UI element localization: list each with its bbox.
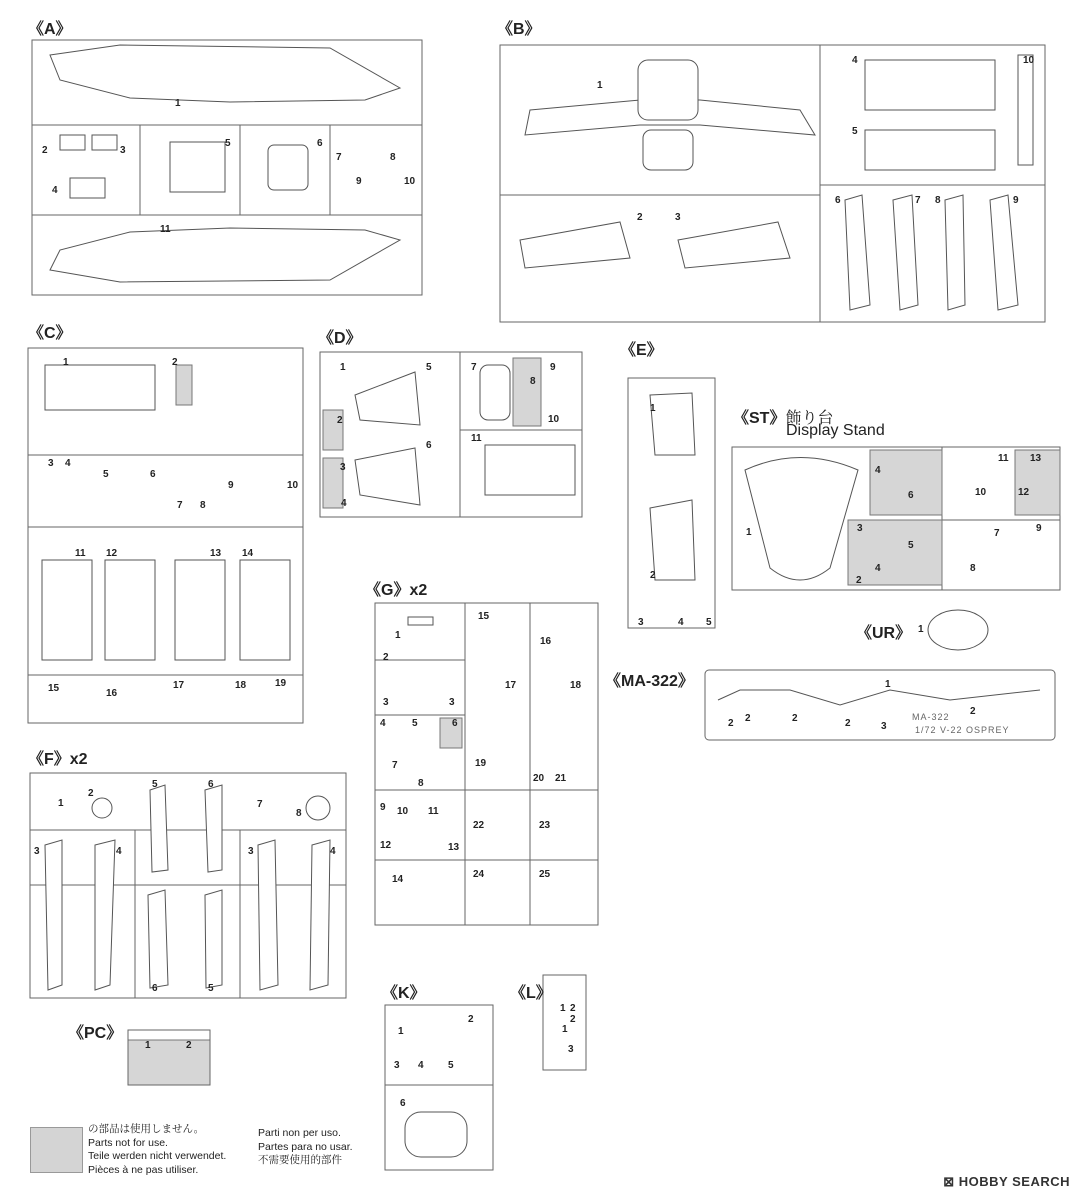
part-number: 17 (505, 680, 517, 691)
part-number: 8 (970, 563, 976, 574)
part-number: 9 (1036, 523, 1042, 534)
part-number: 5 (152, 779, 158, 790)
part-number: 2 (745, 713, 751, 724)
part-number: 7 (994, 528, 1000, 539)
part-number: 4 (875, 465, 881, 476)
part-number: 5 (103, 469, 109, 480)
part-number: 21 (555, 773, 567, 784)
part-number: 14 (242, 548, 254, 559)
part-number: 1 (340, 362, 346, 373)
part-number: 2 (728, 718, 734, 729)
part-number: 3 (638, 617, 644, 628)
part-number: 14 (392, 874, 404, 885)
sprue-pc-frame (128, 1030, 210, 1085)
part-number: 12 (1018, 487, 1030, 498)
part-number: 4 (678, 617, 684, 628)
part-number: 1 (63, 357, 69, 368)
part-number: 10 (287, 480, 299, 491)
part-number: 5 (852, 126, 858, 137)
part-number: 4 (52, 185, 58, 196)
part-number: 3 (120, 145, 126, 156)
part-number: 5 (908, 540, 914, 551)
part-number: 13 (1030, 453, 1042, 464)
part-number: 1 (562, 1024, 568, 1035)
part-number: 1 (560, 1003, 566, 1014)
part-number: 2 (468, 1014, 474, 1025)
part-number: 4 (852, 55, 858, 66)
part-number: 4 (418, 1060, 424, 1071)
part-number: 2 (570, 1014, 576, 1025)
part-number: 6 (908, 490, 914, 501)
part-number: 18 (570, 680, 582, 691)
sprue-pc-label: 《PC》 (68, 1025, 123, 1042)
part-number: 10 (1023, 55, 1035, 66)
legend-line: Pièces à ne pas utiliser. (88, 1163, 199, 1176)
sprue-b-label: 《B》 (497, 21, 541, 38)
part-number: 15 (478, 611, 490, 622)
part-number: 6 (452, 718, 458, 729)
part-number: 6 (150, 469, 156, 480)
part-number: 8 (935, 195, 941, 206)
part-number: 11 (75, 548, 86, 559)
part-number: 4 (380, 718, 386, 729)
part-number: 6 (400, 1098, 406, 1109)
legend-line: の部品は使用しません。 (88, 1123, 205, 1135)
plate-title: 1/72 V-22 OSPREY (915, 725, 1010, 735)
part-number: 16 (540, 636, 552, 647)
sprue-ma322-label: 《MA-322》 (605, 673, 694, 690)
watermark (943, 1174, 1070, 1190)
display-stand-label: Display Stand (786, 422, 885, 439)
part-number: 8 (390, 152, 396, 163)
part-number: 8 (530, 376, 536, 387)
part-number: 6 (835, 195, 841, 206)
part-number: 3 (340, 462, 346, 473)
part-number: 1 (145, 1040, 151, 1051)
sprue-g-frame (375, 603, 598, 925)
sprue-st-frame (732, 447, 1060, 590)
not-for-use-swatch (30, 1127, 83, 1173)
part-number: 12 (380, 840, 392, 851)
part-number: 11 (471, 433, 482, 444)
part-number: 5 (426, 362, 432, 373)
part-number: 2 (570, 1003, 576, 1014)
part-number: 8 (296, 808, 302, 819)
watermark-text: HOBBY SEARCH (958, 1174, 1070, 1189)
sprue-ur-label: 《UR》 (856, 625, 912, 642)
sprue-l-label: 《L》 (510, 985, 552, 1002)
part-number: 7 (915, 195, 921, 206)
part-number: 9 (380, 802, 386, 813)
part-number: 7 (336, 152, 342, 163)
part-number: 2 (650, 570, 656, 581)
part-number: 13 (448, 842, 460, 853)
part-number: 2 (42, 145, 48, 156)
part-number: 1 (650, 403, 656, 414)
part-number: 1 (597, 80, 603, 91)
part-number: 6 (152, 983, 158, 994)
part-number: 2 (845, 718, 851, 729)
sprue-k-label: 《K》 (382, 985, 426, 1002)
part-number: 19 (275, 678, 287, 689)
part-number: 10 (975, 487, 987, 498)
part-number: 8 (418, 778, 424, 789)
part-number: 10 (548, 414, 560, 425)
part-number: 11 (428, 806, 439, 817)
legend-line: Parts not for use. (88, 1136, 168, 1149)
part-number: 5 (448, 1060, 454, 1071)
part-number: 3 (568, 1044, 574, 1055)
part-number: 3 (383, 697, 389, 708)
part-number: 5 (208, 983, 214, 994)
part-number: 7 (177, 500, 183, 511)
part-number: 12 (106, 548, 118, 559)
part-number: 3 (881, 721, 887, 732)
part-number: 7 (471, 362, 477, 373)
part-number: 3 (449, 697, 455, 708)
part-number: 3 (48, 458, 54, 469)
sprue-e-frame (628, 378, 715, 628)
part-number: 6 (426, 440, 432, 451)
sprue-d-frame (320, 352, 582, 517)
part-number: 2 (970, 706, 976, 717)
part-number: 2 (792, 713, 798, 724)
sprue-e-label: 《E》 (620, 342, 663, 359)
part-number: 2 (383, 652, 389, 663)
sprue-f-label: 《F》x2 (28, 751, 88, 768)
part-number: 8 (200, 500, 206, 511)
sprue-g-label: 《G》x2 (365, 582, 428, 599)
part-number: 4 (65, 458, 71, 469)
part-number: 4 (330, 846, 336, 857)
part-number: 9 (1013, 195, 1019, 206)
sprue-d-label: 《D》 (318, 330, 362, 347)
part-number: 2 (637, 212, 643, 223)
part-number: 4 (341, 498, 347, 509)
legend-col-2 (258, 1127, 353, 1168)
part-number: 1 (398, 1026, 404, 1037)
part-number: 6 (317, 138, 323, 149)
legend-col-1 (88, 1123, 226, 1177)
part-number: 5 (706, 617, 712, 628)
legend-line: 不需要使用的部件 (258, 1154, 342, 1166)
part-number: 10 (397, 806, 409, 817)
part-number: 1 (885, 679, 891, 690)
part-number: 2 (337, 415, 343, 426)
sprue-a-label: 《A》 (28, 21, 72, 38)
part-number: 3 (857, 523, 863, 534)
plate-code: MA-322 (912, 712, 950, 722)
part-number: 2 (186, 1040, 192, 1051)
legend-line: Teile werden nicht verwendet. (88, 1150, 227, 1162)
part-number: 17 (173, 680, 185, 691)
sprue-b-frame (500, 45, 1045, 322)
part-number: 1 (175, 98, 181, 109)
part-number: 1 (746, 527, 752, 538)
ur-part (928, 610, 988, 650)
part-number: 20 (533, 773, 545, 784)
sprue-c-frame (28, 348, 303, 723)
legend-line: Parti non per uso. (258, 1127, 341, 1139)
part-number: 2 (172, 357, 178, 368)
part-number: 1 (395, 630, 401, 641)
part-number: 25 (539, 869, 551, 880)
part-number: 3 (675, 212, 681, 223)
part-number: 24 (473, 869, 485, 880)
legend-line: Partes para no usar. (258, 1140, 353, 1153)
part-number: 3 (394, 1060, 400, 1071)
part-number: 2 (88, 788, 94, 799)
sprue-c-label: 《C》 (28, 325, 72, 342)
part-number: 3 (248, 846, 254, 857)
part-number: 1 (58, 798, 64, 809)
part-number: 16 (106, 688, 118, 699)
part-number: 4 (116, 846, 122, 857)
part-number: 9 (228, 480, 234, 491)
part-number: 18 (235, 680, 247, 691)
part-number: 7 (392, 760, 398, 771)
part-number: 9 (356, 176, 362, 187)
part-number: 13 (210, 548, 222, 559)
part-number: 5 (225, 138, 231, 149)
sprue-f-frame (30, 773, 346, 998)
part-number: 1 (918, 624, 924, 635)
part-number: 9 (550, 362, 556, 373)
part-number: 7 (257, 799, 263, 810)
part-number: 6 (208, 779, 214, 790)
part-number: 10 (404, 176, 416, 187)
part-number: 19 (475, 758, 487, 769)
watermark-logo-icon: ⊠ (943, 1174, 955, 1189)
part-number: 2 (856, 575, 862, 586)
part-number: 11 (998, 453, 1009, 464)
part-number: 3 (34, 846, 40, 857)
sprue-st-code: 《ST》 (733, 410, 786, 427)
part-number: 22 (473, 820, 485, 831)
part-number: 11 (160, 224, 171, 235)
part-number: 4 (875, 563, 881, 574)
sprue-a-frame (32, 40, 422, 295)
part-number: 5 (412, 718, 418, 729)
part-number: 23 (539, 820, 551, 831)
part-number: 15 (48, 683, 60, 694)
sprue-st-jp: 飾り台 (785, 410, 834, 427)
